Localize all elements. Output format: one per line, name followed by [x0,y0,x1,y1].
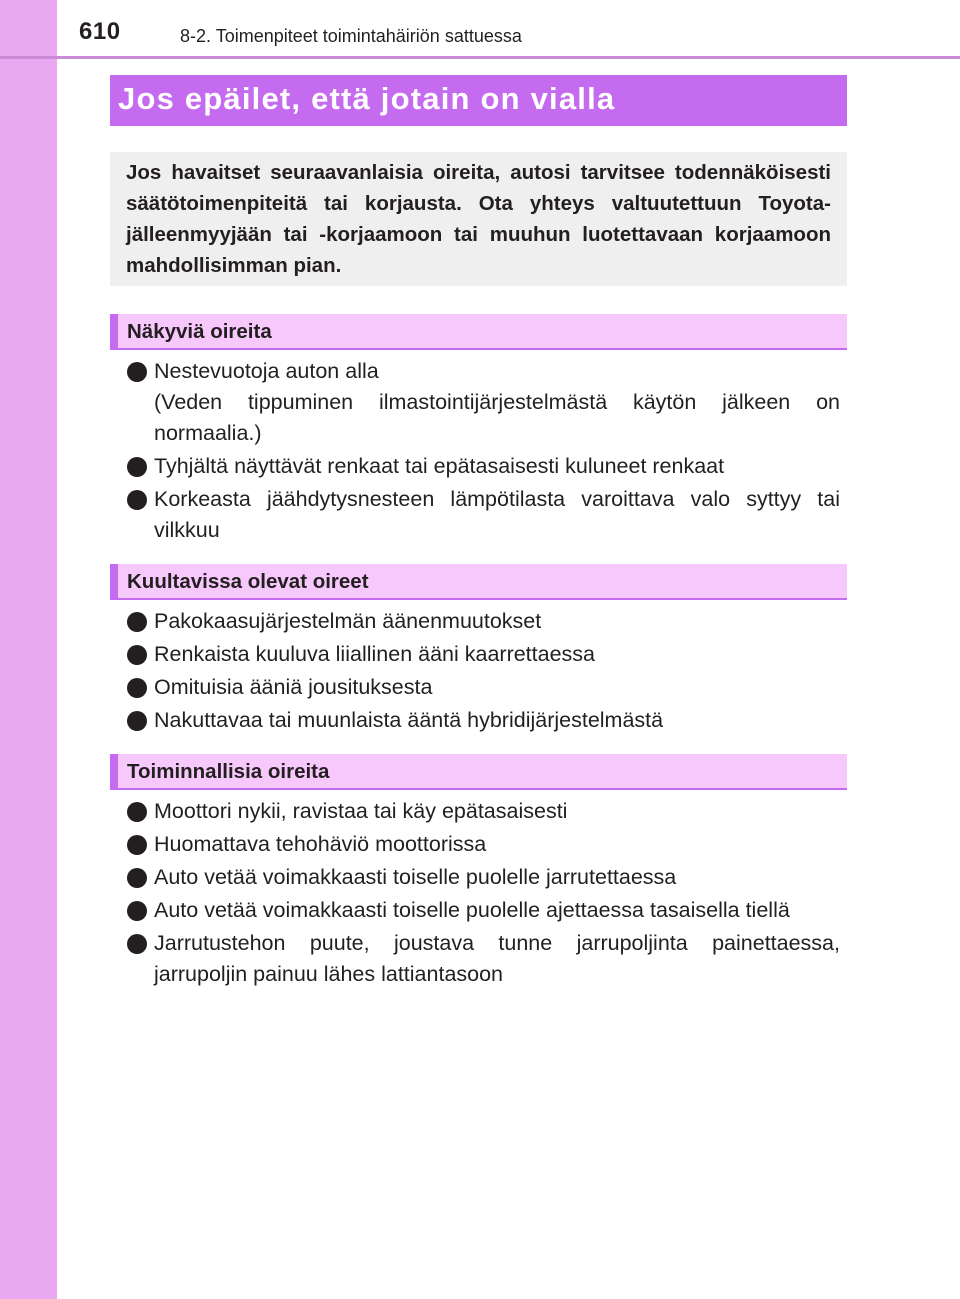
bullet-list-visible-symptoms [127,356,840,548]
list-item-text: Nestevuotoja auton alla (Veden tippuminen ilmastointijärjestelmästä käytön jälkeen on normaalia.) [154,359,840,445]
list-item [127,672,840,703]
page-number: 610 [79,18,121,45]
subheading-text: Näkyviä oireita [127,320,272,343]
list-item [127,356,840,449]
left-margin-strip [0,0,57,1299]
list-item [127,606,840,637]
subheading-text: Toiminnallisia oireita [127,760,330,783]
list-item [127,928,840,990]
list-item-text: Renkaista kuuluva liiallinen ääni kaarrettaessa [154,642,596,666]
bullet-icon [127,612,147,632]
subheading-text: Kuultavissa olevat oireet [127,570,369,593]
list-item [127,829,840,860]
list-item-text: Nakuttavaa tai muunlaista ääntä hybridijärjestelmästä [154,708,664,732]
list-item [127,451,840,482]
bullet-icon [127,901,147,921]
bullet-icon [127,457,147,477]
list-item-text: Korkeasta jäähdytysnesteen lämpötilasta varoittava valo syttyy tai vilkkuu [154,487,840,542]
main-title-bar [110,75,847,126]
list-item-text: Huomattava tehohäviö moottorissa [154,832,487,856]
bullet-icon [127,362,147,382]
bullet-icon [127,802,147,822]
list-item [127,862,840,893]
list-item [127,484,840,546]
list-item [127,796,840,827]
list-item-text: Pakokaasujärjestelmän äänenmuutokset [154,609,542,633]
list-item [127,705,840,736]
bullet-icon [127,711,147,731]
bullet-icon [127,645,147,665]
intro-box [110,152,847,286]
header-rule [0,56,960,59]
bullet-list-audible-symptoms [127,606,840,738]
subheading-functional-symptoms [110,754,847,790]
intro-text: Jos havaitset seuraavanlaisia oireita, autosi tarvitsee todennäköisesti säätötoimenpiteitä tai korjausta. Ota yhteys valtuutettuun Toyota-jälleenmyyjään tai -korjaamoon tai muuhun luotettavaan korjaamoon mahdollisimman pian. [126,161,831,277]
bullet-icon [127,868,147,888]
list-item-text: Omituisia ääniä jousituksesta [154,675,433,699]
bullet-list-functional-symptoms [127,796,840,992]
bullet-icon [127,490,147,510]
list-item-text: Auto vetää voimakkaasti toiselle puolelle ajettaessa tasaisella tiellä [154,898,790,922]
subheading-visible-symptoms [110,314,847,350]
list-item-text: Tyhjältä näyttävät renkaat tai epätasaisesti kuluneet renkaat [154,454,725,478]
list-item [127,639,840,670]
bullet-icon [127,934,147,954]
list-item-text: Moottori nykii, ravistaa tai käy epätasaisesti [154,799,568,823]
bullet-icon [127,835,147,855]
section-label: 8-2. Toimenpiteet toimintahäiriön sattuessa [180,26,522,46]
list-item [127,895,840,926]
bullet-icon [127,678,147,698]
list-item-text: Jarrutustehon puute, joustava tunne jarrupoljinta painettaessa, jarrupoljin painuu lähes lattiantasoon [154,931,840,986]
page-title: Jos epäilet, että jotain on vialla [118,81,616,116]
list-item-text: Auto vetää voimakkaasti toiselle puolelle jarrutettaessa [154,865,677,889]
subheading-audible-symptoms [110,564,847,600]
